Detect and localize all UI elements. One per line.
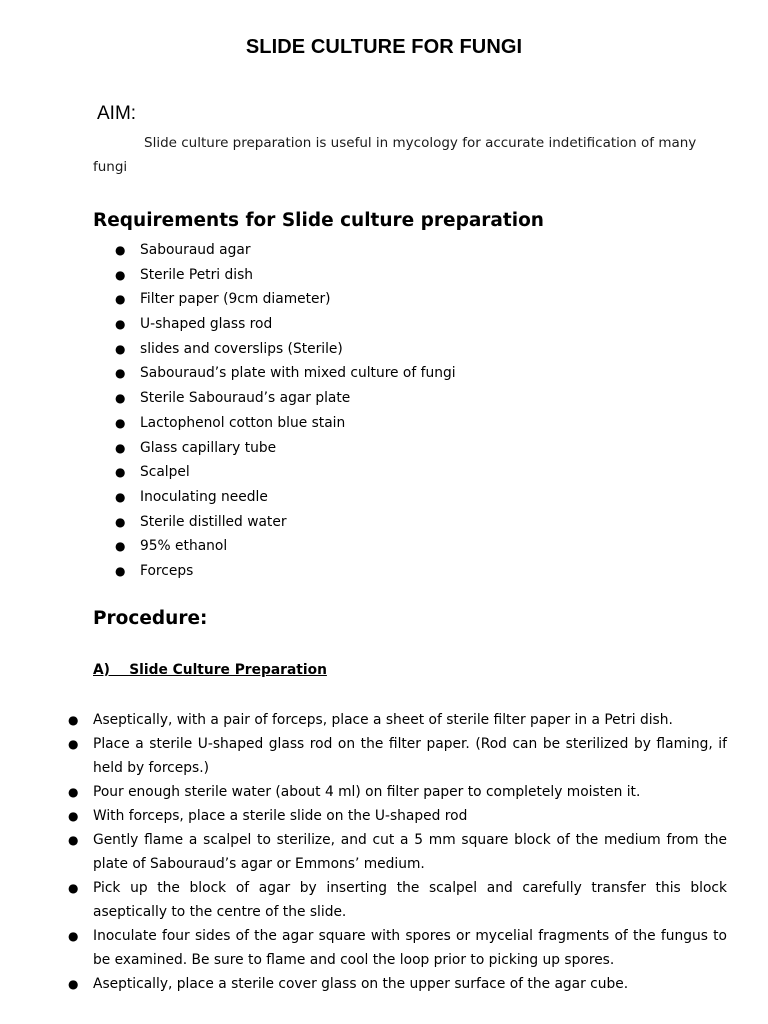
- requirement-text: 95% ethanol: [140, 538, 228, 555]
- bullet-icon: ●: [115, 366, 126, 381]
- requirement-text: Sterile distilled water: [140, 513, 287, 530]
- procedure-step: [0, 732, 727, 780]
- procedure-subheading: A) Slide Culture Preparation: [93, 662, 327, 678]
- step-text: Place a sterile U-shaped glass rod on the filter paper. (Rod can be sterilized by flaming, if held by forceps.): [93, 736, 727, 776]
- requirement-text: Lactophenol cotton blue stain: [140, 414, 346, 431]
- requirement-item: [0, 263, 768, 288]
- procedure-step: [0, 876, 727, 924]
- procedure-step: [0, 780, 727, 804]
- procedure-step: [0, 708, 727, 732]
- bullet-icon: ●: [115, 292, 126, 307]
- procedure-step: [0, 924, 727, 972]
- requirement-item: [0, 312, 768, 337]
- requirement-text: Forceps: [140, 562, 194, 579]
- bullet-icon: ●: [115, 465, 126, 480]
- bullet-icon: ●: [68, 809, 79, 823]
- bullet-icon: ●: [115, 415, 126, 430]
- requirement-text: Inoculating needle: [140, 488, 268, 505]
- bullet-icon: ●: [115, 563, 126, 578]
- requirement-item: [0, 485, 768, 510]
- requirement-text: Sterile Petri dish: [140, 266, 254, 283]
- step-text: Pour enough sterile water (about 4 ml) on filter paper to completely moisten it.: [93, 784, 641, 800]
- bullet-icon: ●: [68, 929, 79, 943]
- requirement-item: [0, 411, 768, 436]
- bullet-icon: ●: [68, 785, 79, 799]
- bullet-icon: ●: [68, 833, 79, 847]
- requirement-item: [0, 559, 768, 584]
- requirement-item: [0, 510, 768, 535]
- step-text: Aseptically, with a pair of forceps, place a sheet of sterile filter paper in a Petri dish.: [93, 712, 673, 728]
- bullet-icon: ●: [68, 737, 79, 751]
- procedure-heading: Procedure:: [93, 608, 208, 629]
- step-text: With forceps, place a sterile slide on the U-shaped rod: [93, 808, 468, 824]
- document-title: SLIDE CULTURE FOR FUNGI: [245, 36, 523, 58]
- requirement-text: slides and coverslips (Sterile): [140, 340, 343, 357]
- requirement-text: Sabouraud’s plate with mixed culture of fungi: [140, 365, 456, 382]
- bullet-icon: ●: [115, 514, 126, 529]
- requirement-text: Filter paper (9cm diameter): [140, 291, 331, 308]
- procedure-step: [0, 804, 727, 828]
- procedure-steps: [0, 708, 768, 996]
- requirement-item: [0, 460, 768, 485]
- requirement-item: [0, 361, 768, 386]
- bullet-icon: ●: [115, 440, 126, 455]
- requirements-list: [0, 238, 768, 584]
- bullet-icon: ●: [115, 539, 126, 554]
- aim-text: Slide culture preparation is useful in mycology for accurate indetification of many fungi: [93, 135, 697, 175]
- step-text: Pick up the block of agar by inserting the scalpel and carefully transfer this block aseptically to the centre of the slide.: [93, 880, 727, 920]
- bullet-icon: ●: [115, 317, 126, 332]
- requirement-item: [0, 436, 768, 461]
- bullet-icon: ●: [115, 391, 126, 406]
- requirements-heading: Requirements for Slide culture preparation: [93, 210, 544, 231]
- bullet-icon: ●: [115, 267, 126, 282]
- step-text: Gently flame a scalpel to sterilize, and cut a 5 mm square block of the medium from the plate of Sabouraud’s agar or Emmons’ medium.: [93, 832, 727, 872]
- requirement-text: Sterile Sabouraud’s agar plate: [140, 390, 351, 407]
- bullet-icon: ●: [115, 489, 126, 504]
- requirement-item: [0, 386, 768, 411]
- bullet-icon: ●: [68, 713, 79, 727]
- procedure-step: [0, 972, 727, 996]
- step-text: Aseptically, place a sterile cover glass on the upper surface of the agar cube.: [93, 976, 629, 992]
- step-text: Inoculate four sides of the agar square with spores or mycelial fragments of the fungus to be examined. Be sure to flame and cool the loop prior to picking up spores.: [93, 928, 727, 968]
- requirement-item: [0, 337, 768, 362]
- bullet-icon: ●: [115, 243, 126, 257]
- requirement-text: Sabouraud agar: [140, 242, 251, 258]
- requirement-text: U-shaped glass rod: [140, 316, 273, 333]
- aim-heading: AIM:: [97, 103, 137, 124]
- bullet-icon: ●: [115, 341, 126, 356]
- requirement-text: Scalpel: [140, 464, 190, 481]
- requirement-item: [0, 287, 768, 312]
- bullet-icon: ●: [68, 977, 79, 991]
- requirement-text: Glass capillary tube: [140, 439, 277, 456]
- requirement-item: [0, 534, 768, 559]
- bullet-icon: ●: [68, 881, 79, 895]
- requirement-item: [0, 238, 768, 263]
- procedure-step: [0, 828, 727, 876]
